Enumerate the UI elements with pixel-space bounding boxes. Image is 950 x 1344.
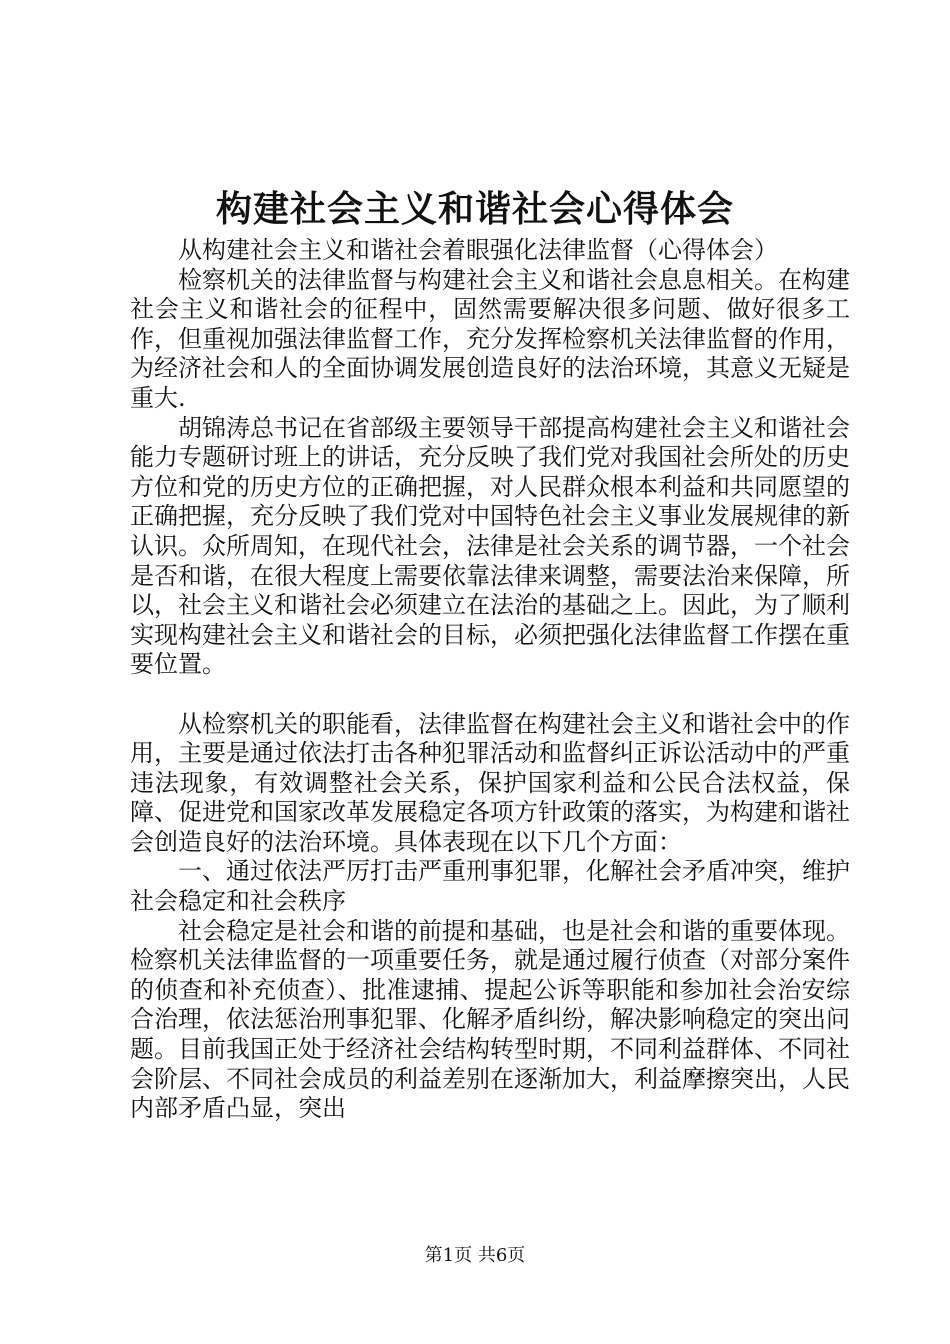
document-title: 构建社会主义和谐社会心得体会 <box>215 188 734 230</box>
paragraph-spacer <box>130 680 850 710</box>
body-paragraph: 从检察机关的职能看，法律监督在构建社会主义和谐社会中的作用，主要是通过依法打击各种犯罪活动和监督纠正诉讼活动中的严重违法现象，有效调整社会关系，保护国家利益和公民合法权益，保障、促进党和国家改革发展稳定各项方针政策的落实，为构建和谐社会创造良好的法治环境。具体表现在以下几个方面： <box>130 709 850 856</box>
body-paragraph: 检察机关的法律监督与构建社会主义和谐社会息息相关。在构建社会主义和谐社会的征程中，固然需要解决很多问题、做好很多工作，但重视加强法律监督工作，充分发挥检察机关法律监督的作用，为经济社会和人的全面协调发展创造良好的法治环境，其意义无疑是重大. <box>130 265 850 412</box>
document-body <box>130 236 850 1124</box>
page-number: 第1页 共6页 <box>424 1245 526 1266</box>
subtitle-paragraph: 从构建社会主义和谐社会着眼强化法律监督（心得体会） <box>178 236 778 264</box>
body-paragraph: 胡锦涛总书记在省部级主要领导干部提高构建社会主义和谐社会能力专题研讨班上的讲话，充分反映了我们党对我国社会所处的历史方位和党的历史方位的正确把握，对人民群众根本利益和共同愿望的正确把握，充分反映了我们党对中国特色社会主义事业发展规律的新认识。众所周知，在现代社会，法律是社会关系的调节器，一个社会是否和谐，在很大程度上需要依靠法律来调整，需要法治来保障，所以，社会主义和谐社会必须建立在法治的基础之上。因此，为了顺利实现构建社会主义和谐社会的目标，必须把强化法律监督工作摆在重要位置。 <box>130 413 850 679</box>
body-paragraph: 社会稳定是社会和谐的前提和基础，也是社会和谐的重要体现。检察机关法律监督的一项重要任务，就是通过履行侦查（对部分案件的侦查和补充侦查）、批准逮捕、提起公诉等职能和参加社会治安综合治理，依法惩治刑事犯罪、化解矛盾纠纷，解决影响稳定的突出问题。目前我国正处于经济社会结构转型时期，不同利益群体、不同社会阶层、不同社会成员的利益差别在逐渐加大，利益摩擦突出，人民内部矛盾凸显，突出 <box>130 916 850 1123</box>
section-heading: 一、通过依法严厉打击严重刑事犯罪，化解社会矛盾冲突，维护社会稳定和社会秩序 <box>130 857 850 916</box>
